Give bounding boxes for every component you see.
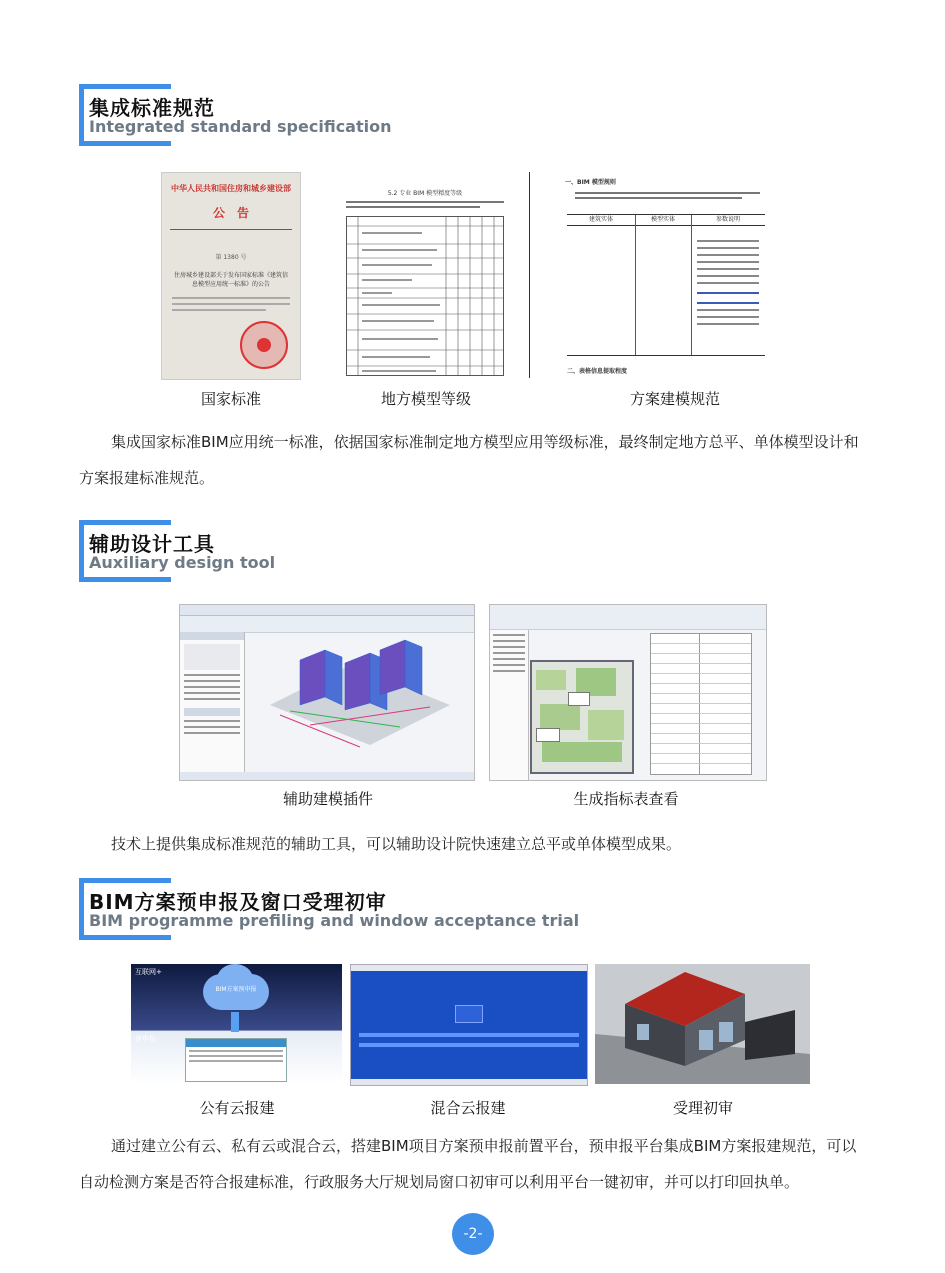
caption-hybrid-cloud: 混合云报建 [430, 1099, 506, 1117]
section-title-zh: 辅助设计工具 [89, 532, 215, 556]
notice-subject: 住房城乡建设部关于发布国家标准《建筑信息模型应用统一标准》的公告 [174, 272, 289, 288]
section-title-en: Integrated standard specification [89, 117, 392, 136]
official-seal [240, 321, 288, 369]
spec-intro-lines [575, 192, 760, 204]
caption-public-cloud: 公有云报建 [199, 1099, 275, 1117]
section-header-auxiliary-tool [79, 520, 379, 582]
spec-table [567, 214, 765, 356]
notice-header: 中华人民共和国住房和城乡建设部 [171, 184, 291, 193]
header-bracket-bottom [79, 141, 171, 146]
section-header-bim-prefiling [79, 878, 599, 940]
table-title: 5.2 专业 BIM 模型精度等级 [387, 190, 463, 197]
caption-scheme-modeling: 方案建模规范 [629, 390, 720, 408]
cloud-icon [203, 974, 269, 1010]
national-standard-image [161, 172, 301, 380]
acceptance-image [595, 964, 810, 1084]
modeling-plugin-screenshot [179, 604, 475, 781]
scheme-modeling-image [565, 172, 770, 378]
header-bracket-bottom [79, 935, 171, 940]
red-rule [170, 229, 292, 230]
header-bracket-bottom [79, 577, 171, 582]
level-table [346, 216, 504, 376]
spec-col2: 模型实体 [650, 216, 675, 223]
caption-national-standard: 国家标准 [200, 390, 261, 408]
notice-number: 第 1380 号 [215, 254, 247, 261]
caption-modeling-plugin: 辅助建模插件 [282, 790, 373, 808]
section-title-zh: 集成标准规范 [89, 96, 215, 120]
paragraph-bim-prefiling: 通过建立公有云、私有云或混合云，搭建BIM项目方案预申报前置平台，预申报平台集成BIM方案报建规范，可以自动检测方案是否符合报建标准，行政服务大厅规划局窗口初审可以利用平台一键初审，并可以打印回执单。 [79, 1137, 857, 1191]
section-title-en: BIM programme prefiling and window acceptance trial [89, 911, 580, 930]
caption-index-table: 生成指标表查看 [573, 790, 679, 808]
paragraph-integrated-standard: 集成国家标准BIM应用统一标准，依据国家标准制定地方模型应用等级标准，最终制定地方总平、单体模型设计和方案报建标准规范。 [79, 433, 859, 487]
spec-col1: 建筑实体 [588, 216, 613, 223]
public-cloud-image [131, 964, 342, 1084]
section-title-zh: BIM方案预申报及窗口受理初审 [89, 890, 387, 914]
spec-footer: 二、表格信息提取程度 [567, 368, 628, 375]
spec-heading: 一、BIM 模型规则 [565, 179, 616, 186]
arrow-icon [231, 1012, 239, 1032]
notice-text-lines [172, 297, 290, 311]
site-plan [530, 660, 634, 774]
building-3d-view [250, 635, 460, 775]
cloud-label: BIM方案预申报 [215, 986, 257, 993]
page-number-badge: -2- [452, 1213, 494, 1255]
internet-label: 互联网+ [135, 968, 162, 976]
hybrid-cloud-image [350, 964, 588, 1086]
section-header-integrated-standard [79, 84, 392, 146]
local-model-level-image [346, 188, 504, 378]
paragraph-auxiliary-tool: 技术上提供集成标准规范的辅助工具，可以辅助设计院快速建立总平或单体模型成果。 [111, 835, 682, 853]
section-title-en: Auxiliary design tool [89, 553, 276, 572]
notice-title: 公 告 [212, 206, 249, 220]
prefile-label: 预申报 [135, 1035, 156, 1043]
caption-acceptance: 受理初审 [672, 1099, 733, 1117]
caption-local-model-level: 地方模型等级 [380, 390, 471, 408]
spec-col3: 参数说明 [715, 216, 740, 223]
index-table-screenshot [489, 604, 767, 781]
table-intro-lines [346, 201, 504, 217]
index-table [650, 633, 752, 775]
image-divider [529, 172, 530, 378]
house-3d-view [595, 964, 810, 1084]
